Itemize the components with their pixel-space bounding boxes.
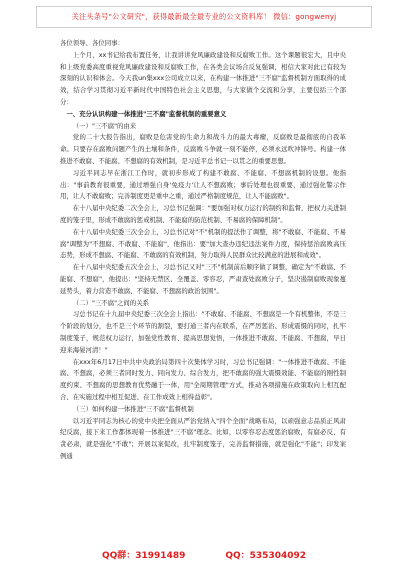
contact-footer <box>0 545 408 563</box>
subheading-how-to-build: （三）如何构建一体推进"三不腐"监督机制 <box>72 404 194 413</box>
greeting: 各位领导、各位同事： <box>60 39 124 47</box>
section-heading-1: 一、充分认识构建一体推进"三不腐"监督机制的重要意义 <box>66 109 227 118</box>
subheading-relationship: （二）"三不腐"之间的关系 <box>72 298 149 307</box>
qq-group-text: QQ群：31991489 <box>101 550 186 561</box>
body-paragraph: 习总书记在十九届中央纪委三次全会上指出："不敢腐、不能腐、不想腐是一个有机整体，不是三个阶段的划分，也不是三个环节的割裂，要打通三者内在联系，在严厉惩治、形成震慑的同时，扎牢制度笼子，规范权力运行，加强党性教育、提高思想觉悟，一体推进不敢腐、不能腐、不想腐，早日迎来海晏河清！" <box>60 310 346 354</box>
promo-banner-text: 关注头条号"公文研究"，获得最新最全最专业的公文资料库！ 微信：gongwenyj <box>71 12 337 21</box>
body-paragraph: 在xxx年6月17日中共中央政治局第四十次集体学习时，习总书记强调："一体推进不敢腐、不能腐、不想腐，必须三者同时发力、同向发力、综合发力，把不敢腐的强大震慑效能、不能腐的刚性制度约束、不想腐的思想教育优势融于一体，用"全周期管理"方式，推动各项措施在政策取向上相互配合、在实施过程中相互促进、在工作成效上相得益彰"。 <box>60 357 346 401</box>
promo-banner <box>36 6 372 28</box>
body-paragraph: 在十八届中央纪委五次全会上，习总书记又对"三不"机制前后顺序做了调整，确定为"不敢腐、不能腐、不想腐"，他提出："坚持无禁区、全覆盖、零容忍，严肃查处腐败分子，坚决遏制腐败现象蔓延势头，着力营造不敢腐、不能腐、不想腐的政治氛围"。 <box>60 263 346 295</box>
document-body <box>60 38 346 463</box>
body-paragraph: 在十八届中央纪委三次全会上，习总书记对"不"机制的提法作了调整，将"不敢腐、不能腐、不易腐"调整为"不想腐、不敢腐、不能腐"，他指出：要"加大查办违纪违法案件力度，保持惩治腐败高压态势，形成不想腐、不能腐、不敢腐的有效机制，努力取得人民群众比较满意的进展和成效"。 <box>60 227 346 260</box>
qq-number-text: QQ：535304092 <box>225 550 307 561</box>
body-paragraph: 党的二十大报告指出，腐败是危害党的生命力和战斗力的最大毒瘤，反腐败是最彻底的自我革命。只要存在腐败问题产生的土壤和条件，反腐败斗争就一刻不能停，必须永远吹冲锋号。构建一体推进不敢腐、不能腐、不想腐的有效机制，是习近平总书记一以贯之的重要思想。 <box>60 133 346 165</box>
subheading-origin: （一）"三不腐"的由来 <box>72 121 137 130</box>
intro-paragraph: 上个月，xx书记给我布置任务，让我讲讲党风廉政建设和反腐败工作。这个课题很宏大，且中央和上级党委高度重视党风廉政建设和反腐败工作，在各类会议场合反复强调，相信大家对此已有较为深刻的认识和体会。今天我un集xxx公司成立以来，在构建一体推进"三不腐"监督机制方面取得的成效，结合学习贯彻习近平新时代中国特色社会主义思想，与大家做个交流和分享，主要包括三个部分： <box>60 50 346 106</box>
body-paragraph: 在十八届中央纪委二次全会上，习总书记强调："要加强对权力运行的制约和监督，把权力关进制度的笼子里，形成不敢腐的惩戒机制、不能腐的防范机制、不易腐的保障机制"。 <box>60 204 346 224</box>
body-paragraph: 以习近平同志为核心的党中央把全面从严治党纳入"四个全面"战略布局，以顽强意志品质正风肃纪反腐，接下来工作都体现着一体推进"三不腐"理念。比如，以零容忍态度惩治腐败，有腐必反、有贪必肃，就是强化"不敢"；开展以案促改，扎牢制度笼子，完善监督措施，就是强化"不能"；印发案例通 <box>60 416 346 460</box>
body-paragraph: 习近平同志早在浙江工作时，就初步形成了构建不敢腐、不能腐、不想腐机制的设想。他指出："事前教育很重要，通过增强自身'免疫力'让人不想腐败；事后处理也很重要，通过强化警示作用，让人不敢腐败；完善制度更是重中之重，通过严格制度规范，让人不能腐败"。 <box>60 168 346 201</box>
